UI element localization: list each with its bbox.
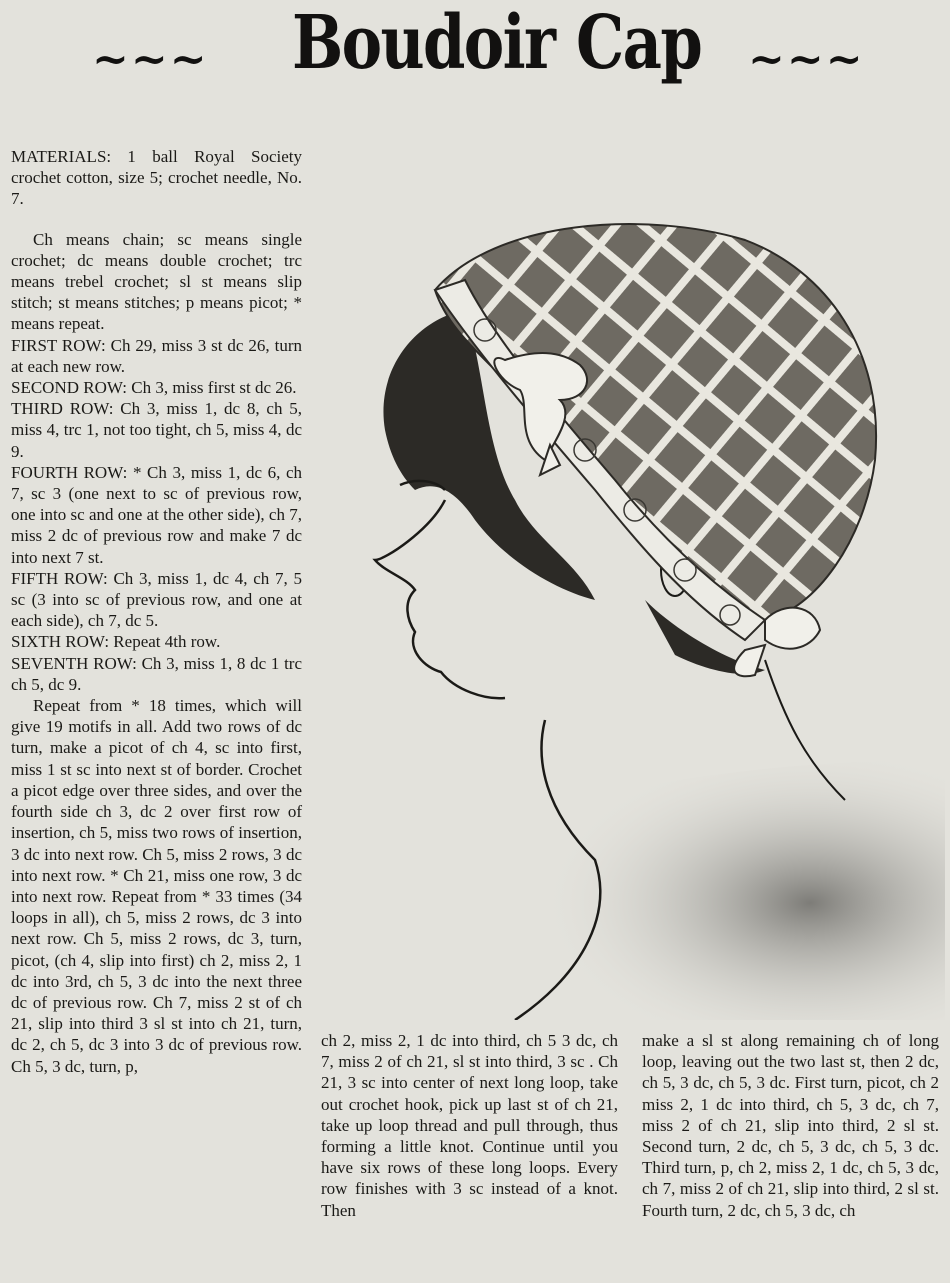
fifth-row-instruction: FIFTH ROW: Ch 3, miss 1, dc 4, ch 7, 5 sc (3 into sc of previous row, and one at each side), ch 7, dc 5. [11, 568, 302, 631]
title-word-cap: Cap [576, 0, 702, 86]
boudoir-cap-illustration [345, 200, 945, 1020]
abbreviations-paragraph: Ch means chain; sc means single crochet; dc means double crochet; trc means trebel crochet; sl st means slip stitch; st means stitches; p means picot; * means repeat. [11, 229, 302, 334]
title-word-boudoir: Boudoir [292, 0, 555, 86]
title-ornament-left: ~~~ [92, 34, 209, 85]
third-row-instruction: THIRD ROW: Ch 3, miss 1, dc 8, ch 5, miss 4, trc 1, not too tight, ch 5, miss 4, dc 9. [11, 399, 302, 461]
sixth-row-instruction: SIXTH ROW: Repeat 4th row. [11, 632, 221, 652]
materials-paragraph: MATERIALS: 1 ball Royal Society crochet cotton, size 5; crochet needle, No. 7. [11, 147, 302, 209]
fourth-row-instruction: FOURTH ROW: * Ch 3, miss 1, dc 6, ch 7, sc 3 (one next to sc of previous row, one into sc and one at the other side), ch 7, miss 2 dc of previous row and make 7 dc into next 7 st. [11, 462, 302, 567]
title-ornament-right: ~~~ [748, 34, 865, 85]
repeat-instructions-paragraph: Repeat from * 18 times, which will give 19 motifs in all. Add two rows of dc turn, make a picot of ch 4, sc into first, miss 1 st sc into next st of border. Crochet a picot edge over three sides, and over the fourth side ch 3, dc 2 over first row of insertion, ch 5, miss two rows of insertion, 3 dc into next row. Ch 5, miss 2 rows, 3 dc into next row. * Ch 21, miss one row, 3 dc into next row. Repeat from * 33 times (34 loops in all), ch 5, miss 2 rows, dc 3 into next row. Ch 5, miss 2 rows, dc 3, turn, picot, (ch 4, slip into first) ch 2, miss 2, 1 dc into 3rd, ch 5, 3 dc into the next three dc of previous row. Ch 7, miss 2 st of ch 21, slip into third 3 sl st into ch 21, turn, dc 2, ch 5, dc 3 into 3 dc of previous row. Ch 5, 3 dc, turn, p, [11, 696, 302, 1076]
middle-column-text: ch 2, miss 2, 1 dc into third, ch 5 3 dc, ch 7, miss 2 of ch 21, sl st into third, 3 sc . Ch 21, 3 sc into center of next long loop, take out crochet hook, pick up last st of ch 21, take up loop thread and pull through, thus forming a little knot. Continue until you have six rows of these long loops. Every row finishes with 3 sc instead of a knot. Then [321, 1031, 618, 1220]
seventh-row-instruction: SEVENTH ROW: Ch 3, miss 1, 8 dc 1 trc ch 5, dc 9. [11, 653, 302, 694]
right-column-text: make a sl st along remaining ch of long loop, leaving out the two last st, then 2 dc, ch 5, 3 dc, ch 5, 3 dc. First turn, picot, ch 2 miss 2, 1 dc into third, ch 5, 3 dc, ch 7, miss 2 of ch 21, slip into third, 2 sl st. Second turn, 2 dc, ch 5, 3 dc, ch 5, 3 dc. Third turn, p, ch 2, miss 2, 1 dc, ch 5, 3 dc, ch 7, miss 2 of ch 21, slip into third, 2 sl st. Fourth turn, 2 dc, ch 5, 3 dc, ch [642, 1031, 939, 1220]
second-row-instruction: SECOND ROW: Ch 3, miss first st dc 26. [11, 378, 297, 398]
left-column-text [11, 146, 302, 1077]
first-row-instruction: FIRST ROW: Ch 29, miss 3 st dc 26, turn at each new row. [11, 335, 302, 376]
title-banner [0, 0, 950, 110]
